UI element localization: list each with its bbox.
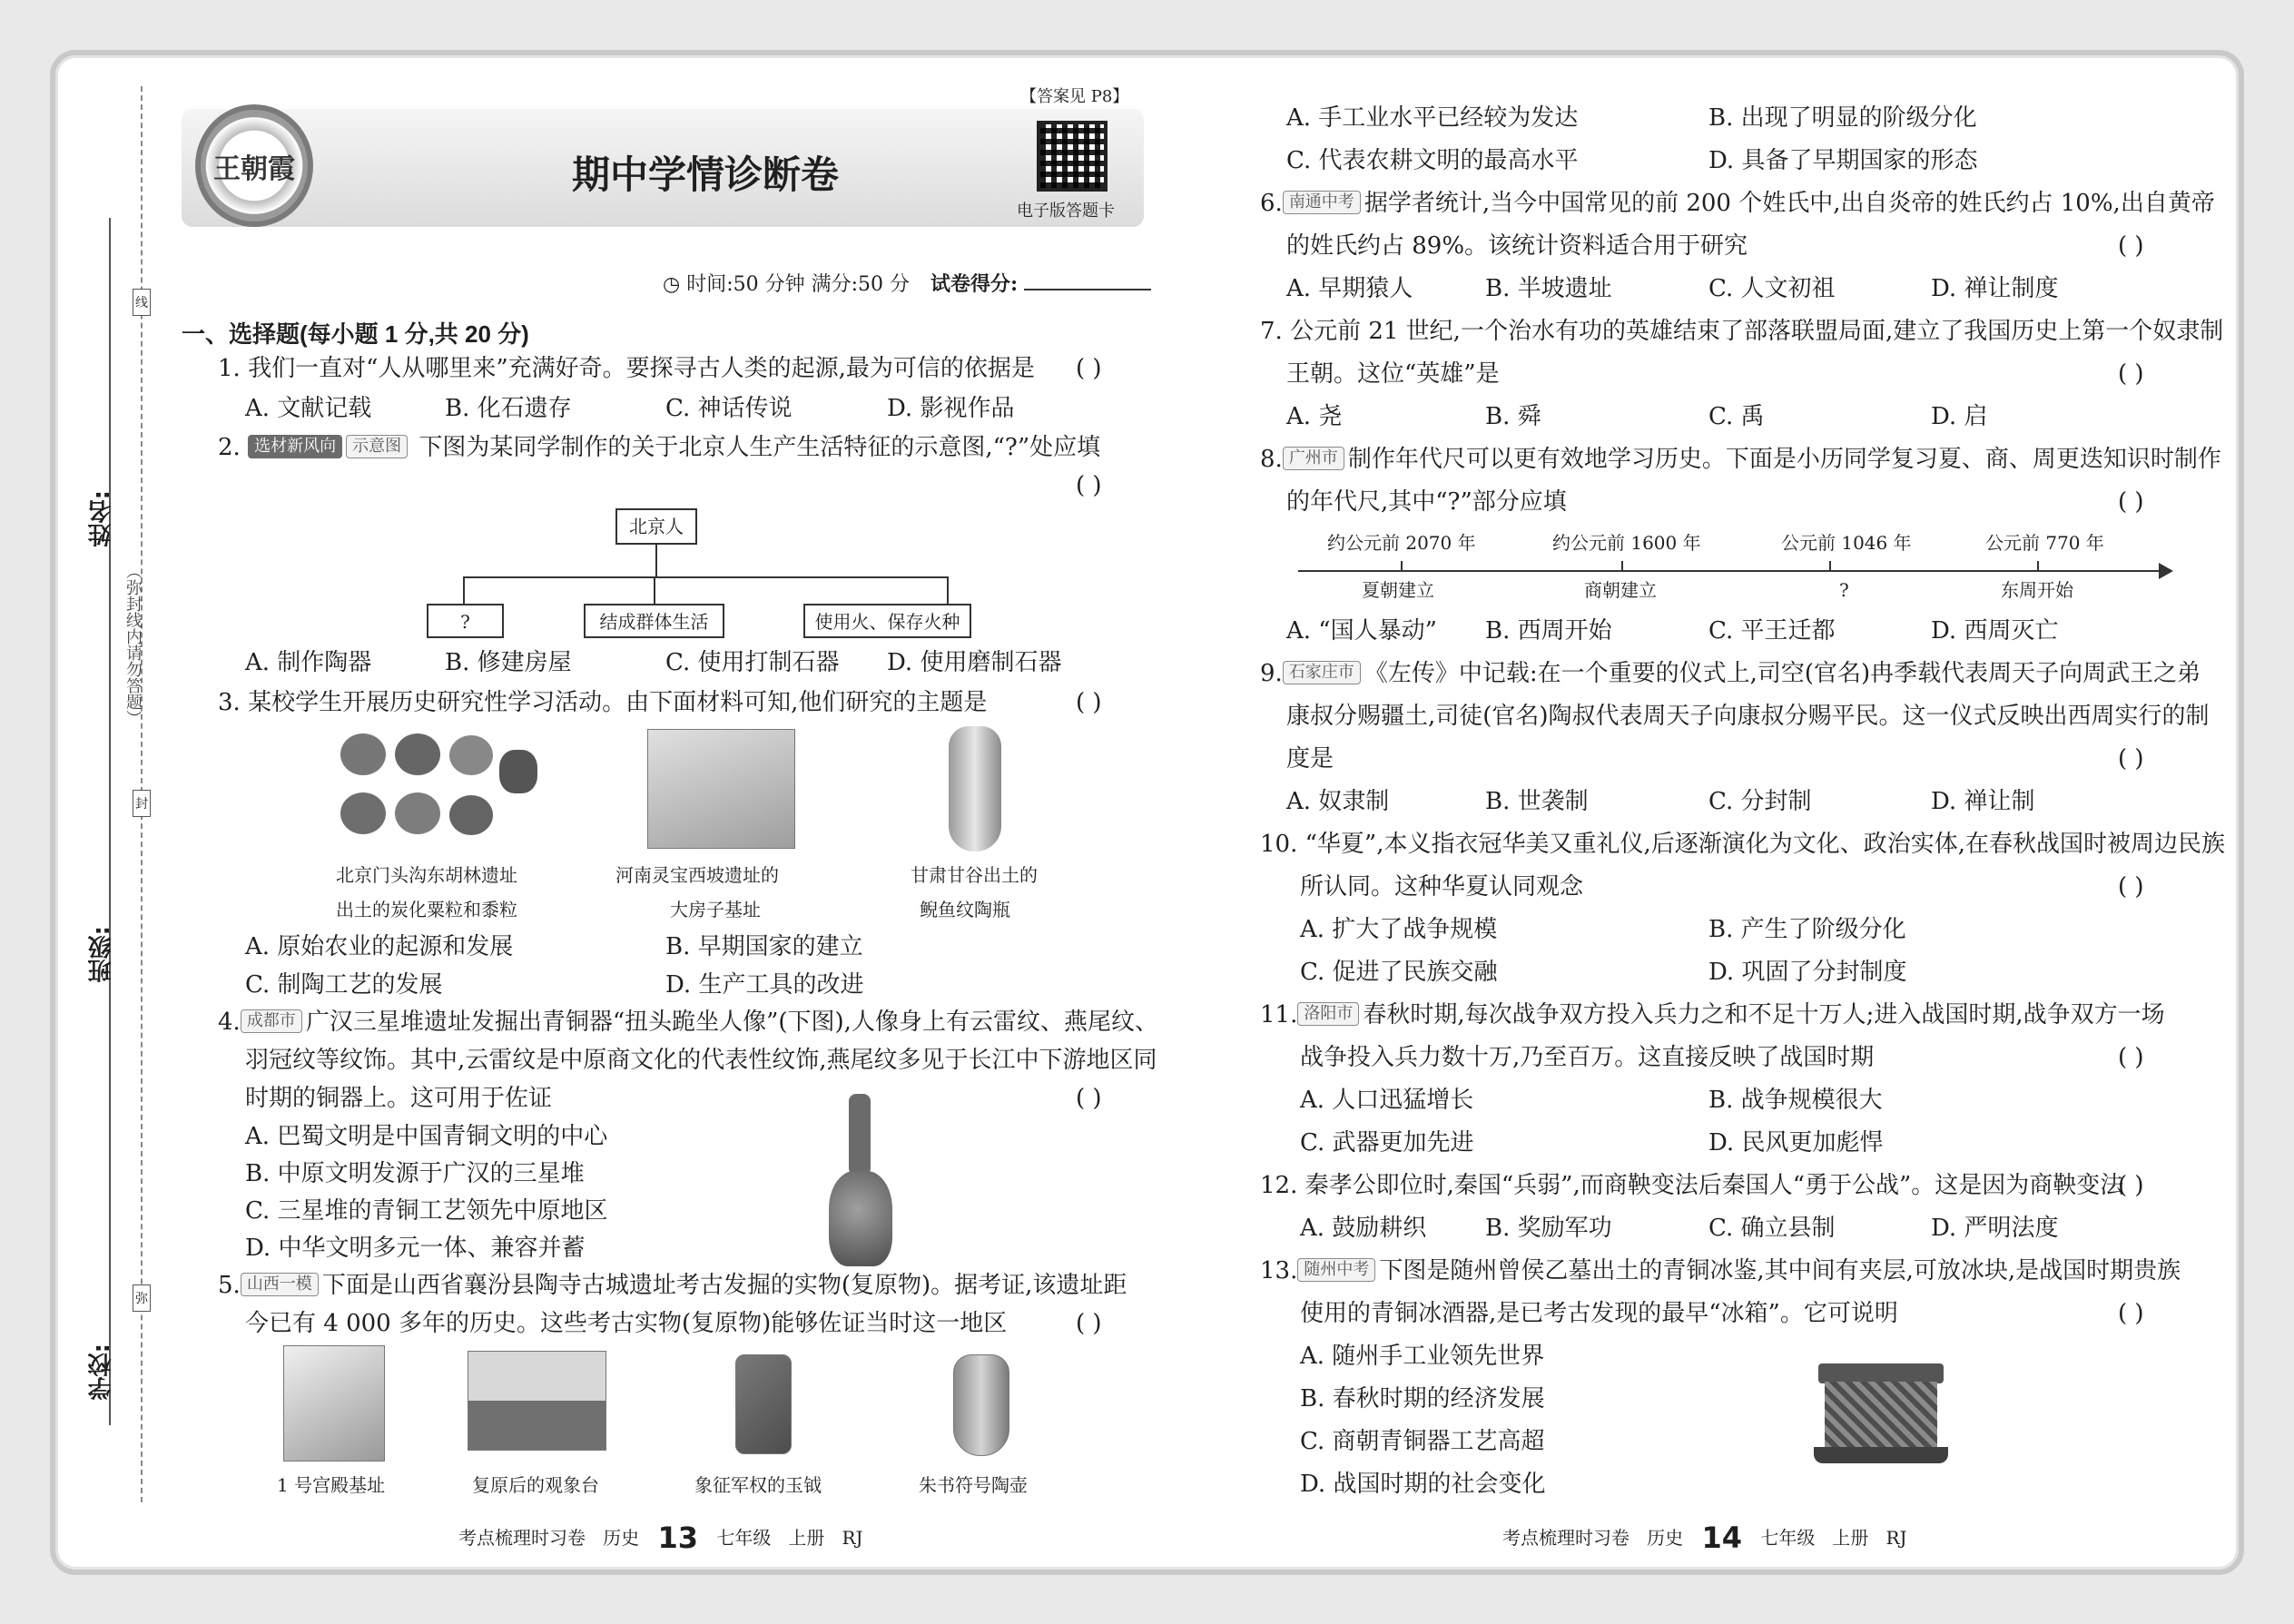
q12-option-c[interactable]: C. 确立县制 <box>1708 1215 1836 1242</box>
q3-option-a[interactable]: A. 原始农业的起源和发展 <box>245 933 514 960</box>
q2-answer-blank[interactable]: ( ) <box>1076 472 1102 499</box>
answer-reference: 【答案见 P8】 <box>1017 84 1132 107</box>
q13-source-tag: 随州中考 <box>1297 1258 1375 1282</box>
q11-stem-line-1 <box>1260 999 2165 1031</box>
q13-answer-blank[interactable]: ( ) <box>2118 1300 2144 1327</box>
name-label: 姓名: <box>88 490 115 547</box>
q9-stem-line-3: 度是 <box>1286 745 1334 773</box>
q7-option-a[interactable]: A. 尧 <box>1286 403 1343 430</box>
footer-left-edition: RJ <box>842 1527 863 1549</box>
q8-stem-line-1 <box>1260 443 2221 476</box>
exam-time-score: 时间:50 分钟 满分:50 分 <box>686 273 910 296</box>
q5-answer-blank[interactable]: ( ) <box>1076 1310 1102 1337</box>
q4-source-tag: 成都市 <box>241 1009 302 1033</box>
q10-stem-line-1: 10. “华夏”,本义指衣冠华美又重礼仪,后逐渐演化为文化、政治实体,在春秋战国时被周边民族 <box>1260 831 2225 858</box>
q6-number: 6. <box>1260 190 1283 217</box>
q3-caption-1b: 出土的炭化粟粒和黍粒 <box>336 899 517 920</box>
footer-left <box>458 1521 863 1555</box>
q13-text-1: 下图是随州曾侯乙墓出土的青铜冰鉴,其中间有夹层,可放冰块,是战国时期贵族 <box>1379 1257 2181 1284</box>
q13-stem-line-2: 使用的青铜冰酒器,是已考古发现的最早“冰箱”。它可说明 <box>1300 1300 1898 1327</box>
figure-body <box>829 1171 892 1266</box>
q7-option-c[interactable]: C. 禹 <box>1708 403 1765 430</box>
q8-timeline-arrow-icon <box>2159 563 2173 579</box>
q6-stem-line-2: 的姓氏约占 89%。该统计资料适合用于研究 <box>1286 232 1748 260</box>
q13-option-c[interactable]: C. 商朝青铜器工艺高超 <box>1300 1428 1545 1455</box>
q12-option-a[interactable]: A. 鼓励耕织 <box>1300 1215 1427 1242</box>
q4-option-d[interactable]: D. 中华文明多元一体、兼容并蓄 <box>245 1235 586 1262</box>
q5-photo-pottery <box>953 1354 1009 1456</box>
q3-caption-2b: 大房子基址 <box>670 899 761 920</box>
q5-photo-palace-site <box>283 1345 385 1462</box>
qr-code[interactable] <box>1037 121 1108 192</box>
exam-info <box>663 269 1151 297</box>
logo-badge <box>195 104 313 227</box>
grain-1 <box>340 733 386 775</box>
q1-option-a[interactable]: A. 文献记载 <box>245 395 372 422</box>
q10-option-d[interactable]: D. 巩固了分封制度 <box>1708 959 1907 986</box>
q4-option-a[interactable]: A. 巴蜀文明是中国青铜文明的中心 <box>245 1123 608 1150</box>
q7-answer-blank[interactable]: ( ) <box>2118 360 2144 388</box>
q7-option-b[interactable]: B. 舜 <box>1485 403 1541 430</box>
class-label: 班级: <box>88 926 115 983</box>
grain-3 <box>449 735 493 775</box>
q7-stem-line-1: 7. 公元前 21 世纪,一个治水有功的英雄结束了部落联盟局面,建立了我国历史上第一个奴隶制 <box>1260 318 2224 345</box>
chest-body <box>1825 1382 1937 1447</box>
q5-caption-2: 复原后的观象台 <box>472 1474 599 1496</box>
grain-5 <box>340 792 386 834</box>
q11-option-a[interactable]: A. 人口迅猛增长 <box>1300 1087 1474 1114</box>
q6-option-d[interactable]: D. 禅让制度 <box>1931 275 2059 302</box>
grain-7 <box>449 795 493 835</box>
q11-option-b[interactable]: B. 战争规模很大 <box>1708 1087 1883 1114</box>
q13-stem-line-1 <box>1260 1255 2181 1287</box>
q10-answer-blank[interactable]: ( ) <box>2118 873 2144 901</box>
q1-option-b[interactable]: B. 化石遗存 <box>445 395 572 422</box>
q9-source-tag: 石家庄市 <box>1283 661 1361 684</box>
school-label: 学校: <box>88 1343 115 1401</box>
q4-text-1: 广汉三星堆遗址发掘出青铜器“扭头跪坐人像”(下图),人像身上有云雷纹、燕尾纹、 <box>305 1009 1158 1036</box>
q12-option-b[interactable]: B. 奖励军功 <box>1485 1215 1612 1242</box>
grain-2 <box>395 733 440 775</box>
q5-option-d[interactable]: D. 具备了早期国家的形态 <box>1708 147 1978 174</box>
q2-diagram-node-group: 结成群体生活 <box>584 604 724 638</box>
q12-answer-blank[interactable]: ( ) <box>2118 1172 2144 1199</box>
q2-option-b[interactable]: B. 修建房屋 <box>445 649 572 676</box>
q4-stem-line-2: 羽冠纹等纹饰。其中,云雷纹是中原商文化的代表性纹饰,燕尾纹多见于长江中下游地区同 <box>245 1047 1157 1074</box>
q8-time-2: 约公元前 1600 年 <box>1552 532 1701 554</box>
q9-answer-blank[interactable]: ( ) <box>2118 745 2144 773</box>
q2-diagram-node-unknown: ? <box>427 604 504 638</box>
q9-number: 9. <box>1260 660 1283 687</box>
q4-option-b[interactable]: B. 中原文明发源于广汉的三星堆 <box>245 1160 585 1187</box>
q5-stem-line-2: 今已有 4 000 多年的历史。这些考古实物(复原物)能够佐证当时这一地区 <box>245 1310 1008 1337</box>
seal-badge-close: 弥 <box>133 1284 151 1312</box>
q9-option-c[interactable]: C. 分封制 <box>1708 788 1812 815</box>
q3-option-b[interactable]: B. 早期国家的建立 <box>665 933 863 960</box>
q9-option-a[interactable]: A. 奴隶制 <box>1286 788 1390 815</box>
q11-option-c[interactable]: C. 武器更加先进 <box>1300 1129 1474 1156</box>
q2-option-c[interactable]: C. 使用打制石器 <box>665 649 840 676</box>
q3-option-d[interactable]: D. 生产工具的改进 <box>665 971 864 999</box>
footer-right-grade: 七年级 <box>1760 1527 1816 1549</box>
q3-caption-1a: 北京门头沟东胡林遗址 <box>336 864 517 886</box>
footer-right-series: 考点梳理时习卷 <box>1502 1527 1629 1549</box>
q2-text: 下图为某同学制作的关于北京人生产生活特征的示意图,“?”处应填 <box>418 434 1101 461</box>
q10-option-b[interactable]: B. 产生了阶级分化 <box>1708 916 1906 943</box>
q8-tick-4 <box>2037 561 2039 572</box>
q1-answer-blank[interactable]: ( ) <box>1076 355 1102 382</box>
q8-event-4: 东周开始 <box>2001 579 2073 601</box>
grain-6 <box>395 792 440 834</box>
q8-option-a[interactable]: A. “国人暴动” <box>1286 617 1437 645</box>
q4-bronze-figure <box>822 1094 903 1271</box>
figure-head <box>849 1094 871 1176</box>
q4-answer-blank[interactable]: ( ) <box>1076 1085 1102 1112</box>
q3-caption-3b: 鲵鱼纹陶瓶 <box>920 899 1010 920</box>
q4-option-c[interactable]: C. 三星堆的青铜工艺领先中原地区 <box>245 1197 608 1225</box>
q5-option-a[interactable]: A. 手工业水平已经较为发达 <box>1286 104 1579 132</box>
q3-answer-blank[interactable]: ( ) <box>1076 689 1102 716</box>
q3-caption-2a: 河南灵宝西坡遗址的 <box>615 864 779 886</box>
q8-time-1: 约公元前 2070 年 <box>1327 532 1476 554</box>
q11-stem-line-2: 战争投入兵力数十万,乃至百万。这直接反映了战国时期 <box>1300 1044 1875 1071</box>
q8-source-tag: 广州市 <box>1283 447 1344 470</box>
q2-stem <box>218 431 1100 464</box>
q3-photo-vase <box>949 726 1001 851</box>
logo-text: 王朝霞 <box>213 153 295 185</box>
q8-number: 8. <box>1260 446 1283 473</box>
q5-text-1: 下面是山西省襄汾县陶寺古城遗址考古发掘的实物(复原物)。据考证,该遗址距 <box>321 1272 1127 1299</box>
q7-stem-line-2: 王朝。这位“英雄”是 <box>1286 360 1500 388</box>
q8-time-4: 公元前 770 年 <box>1985 532 2104 554</box>
q12-stem: 12. 秦孝公即位时,秦国“兵弱”,而商鞅变法后秦国人“勇于公战”。这是因为商鞅变法 <box>1260 1172 2124 1199</box>
footer-right <box>1502 1521 1907 1555</box>
q5-caption-1: 1 号宫殿基址 <box>277 1474 386 1496</box>
q8-event-3: ? <box>1839 579 1849 601</box>
seal-badge-line: 线 <box>133 289 151 316</box>
q13-number: 13. <box>1260 1257 1298 1284</box>
q1-option-d[interactable]: D. 影视作品 <box>887 395 1015 422</box>
q4-stem-line-3: 时期的铜器上。这可用于佐证 <box>245 1085 553 1112</box>
q10-option-c[interactable]: C. 促进了民族交融 <box>1300 959 1498 986</box>
footer-left-page: 13 <box>657 1521 698 1555</box>
q13-option-a[interactable]: A. 随州手工业领先世界 <box>1300 1343 1545 1370</box>
seal-note: （弥封线内请勿答题） <box>123 563 143 726</box>
clock-icon: ◷ <box>663 273 687 296</box>
q11-answer-blank[interactable]: ( ) <box>2118 1044 2144 1071</box>
footer-right-subject: 历史 <box>1647 1527 1684 1549</box>
q8-option-c[interactable]: C. 平王迁都 <box>1708 617 1836 645</box>
q2-diagram-node-fire: 使用火、保存火种 <box>803 604 971 638</box>
q11-number: 11. <box>1260 1001 1298 1029</box>
exam-title: 期中学情诊断卷 <box>572 153 840 197</box>
q2-diagram-drop-3 <box>947 576 949 605</box>
q8-option-b[interactable]: B. 西周开始 <box>1485 617 1612 645</box>
q6-option-a[interactable]: A. 早期猿人 <box>1286 275 1413 302</box>
q3-option-c[interactable]: C. 制陶工艺的发展 <box>245 971 443 999</box>
q5-stem-line-1 <box>218 1269 1127 1302</box>
q3-caption-3a: 甘肃甘谷出土的 <box>911 864 1038 886</box>
q7-option-d[interactable]: D. 启 <box>1931 403 1988 430</box>
chest-lid <box>1818 1363 1944 1383</box>
q13-option-b[interactable]: B. 春秋时期的经济发展 <box>1300 1385 1545 1412</box>
q2-diagram-drop-2 <box>654 576 655 605</box>
footer-right-edition: RJ <box>1885 1527 1907 1549</box>
q2-diagram-bar <box>463 576 949 578</box>
binding-line-inner <box>109 218 111 1425</box>
q8-event-1: 夏朝建立 <box>1362 579 1434 601</box>
footer-left-series: 考点梳理时习卷 <box>458 1527 586 1549</box>
q5-number: 5. <box>218 1272 241 1299</box>
q3-stem: 3. 某校学生开展历史研究性学习活动。由下面材料可知,他们研究的主题是 <box>218 689 988 716</box>
score-label: 试卷得分: <box>930 272 1019 296</box>
q8-answer-blank[interactable]: ( ) <box>2118 488 2144 516</box>
q13-bronze-ice-chest <box>1814 1363 1948 1472</box>
q11-text-1: 春秋时期,每次战争双方投入兵力之和不足十万人;进入战国时期,战争双方一场 <box>1363 1001 2165 1029</box>
q4-stem-line-1 <box>218 1006 1158 1038</box>
q4-number: 4. <box>218 1009 241 1036</box>
q2-diagram-drop-1 <box>463 576 465 605</box>
q5-caption-4: 朱书符号陶壶 <box>919 1474 1028 1496</box>
score-blank[interactable] <box>1024 289 1151 290</box>
footer-left-subject: 历史 <box>603 1527 640 1549</box>
footer-left-grade: 七年级 <box>716 1527 772 1549</box>
q2-tag-diagram: 示意图 <box>346 435 408 458</box>
q9-stem-line-2: 康叔分赐疆土,司徒(官名)陶叔代表周天子向康叔分赐平民。这一仪式反映出西周实行的制 <box>1286 703 2210 730</box>
q8-tick-1 <box>1401 561 1403 572</box>
q5-source-tag: 山西一模 <box>241 1273 319 1296</box>
q5-option-b[interactable]: B. 出现了明显的阶级分化 <box>1708 104 1977 132</box>
q8-stem-line-2: 的年代尺,其中“?”部分应填 <box>1286 488 1567 516</box>
q10-option-a[interactable]: A. 扩大了战争规模 <box>1300 916 1498 943</box>
q10-stem-line-2: 所认同。这种华夏认同观念 <box>1300 873 1584 901</box>
q2-diagram-root: 北京人 <box>615 508 697 545</box>
q9-stem-line-1 <box>1260 657 2200 690</box>
q2-diagram-stem <box>655 545 657 577</box>
q3-photo-house-site <box>647 729 795 849</box>
q8-option-d[interactable]: D. 西周灭亡 <box>1931 617 2059 645</box>
q2-number: 2. <box>218 434 241 461</box>
q1-option-c[interactable]: C. 神话传说 <box>665 395 793 422</box>
q2-option-a[interactable]: A. 制作陶器 <box>245 649 372 676</box>
chest-base <box>1814 1447 1948 1463</box>
section-title: 一、选择题(每小题 1 分,共 20 分) <box>182 320 529 348</box>
q6-option-b[interactable]: B. 半坡遗址 <box>1485 275 1612 302</box>
q6-text-1: 据学者统计,当今中国常见的前 200 个姓氏中,出自炎帝的姓氏约占 10%,出自黄帝 <box>1364 190 2215 217</box>
grain-4 <box>499 750 537 793</box>
q5-photo-observatory <box>468 1351 606 1451</box>
q1-stem: 1. 我们一直对“人从哪里来”充满好奇。要探寻古人类的起源,最为可信的依据是 <box>218 355 1035 382</box>
q2-option-d[interactable]: D. 使用磨制石器 <box>887 649 1062 676</box>
q9-option-b[interactable]: B. 世袭制 <box>1485 788 1589 815</box>
q9-text-1: 《左传》中记载:在一个重要的仪式上,司空(官名)冉季载代表周天子向周武王之弟 <box>1364 660 2201 687</box>
q8-text-1: 制作年代尺可以更有效地学习历史。下面是小历同学复习夏、商、周更迭知识时制作 <box>1347 446 2221 473</box>
q8-time-3: 公元前 1046 年 <box>1781 532 1912 554</box>
footer-right-volume: 上册 <box>1832 1527 1869 1549</box>
q6-option-c[interactable]: C. 人文初祖 <box>1708 275 1836 302</box>
q12-option-d[interactable]: D. 严明法度 <box>1931 1215 2059 1242</box>
qr-caption: 电子版答题卡 <box>1017 202 1115 221</box>
q8-tick-3 <box>1829 561 1831 572</box>
q8-timeline-axis <box>1298 570 2165 572</box>
seal-badge-seal: 封 <box>133 790 151 817</box>
q2-tag-new: 选材新风向 <box>248 435 342 458</box>
q5-option-c[interactable]: C. 代表农耕文明的最高水平 <box>1286 147 1579 174</box>
footer-right-page: 14 <box>1701 1521 1742 1555</box>
q5-photo-jade-axe <box>735 1354 792 1454</box>
q13-option-d[interactable]: D. 战国时期的社会变化 <box>1300 1471 1546 1498</box>
footer-left-volume: 上册 <box>788 1527 825 1549</box>
q11-option-d[interactable]: D. 民风更加彪悍 <box>1708 1129 1884 1156</box>
q11-source-tag: 洛阳市 <box>1297 1002 1359 1026</box>
q3-photo-grains <box>336 733 536 851</box>
q6-stem-line-1 <box>1260 187 2215 220</box>
q6-source-tag: 南通中考 <box>1283 191 1361 214</box>
q8-event-2: 商朝建立 <box>1584 579 1657 601</box>
q5-caption-3: 象征军权的玉钺 <box>694 1474 822 1496</box>
q9-option-d[interactable]: D. 禅让制 <box>1931 788 2035 815</box>
q8-tick-2 <box>1621 561 1623 572</box>
q6-answer-blank[interactable]: ( ) <box>2118 232 2144 260</box>
